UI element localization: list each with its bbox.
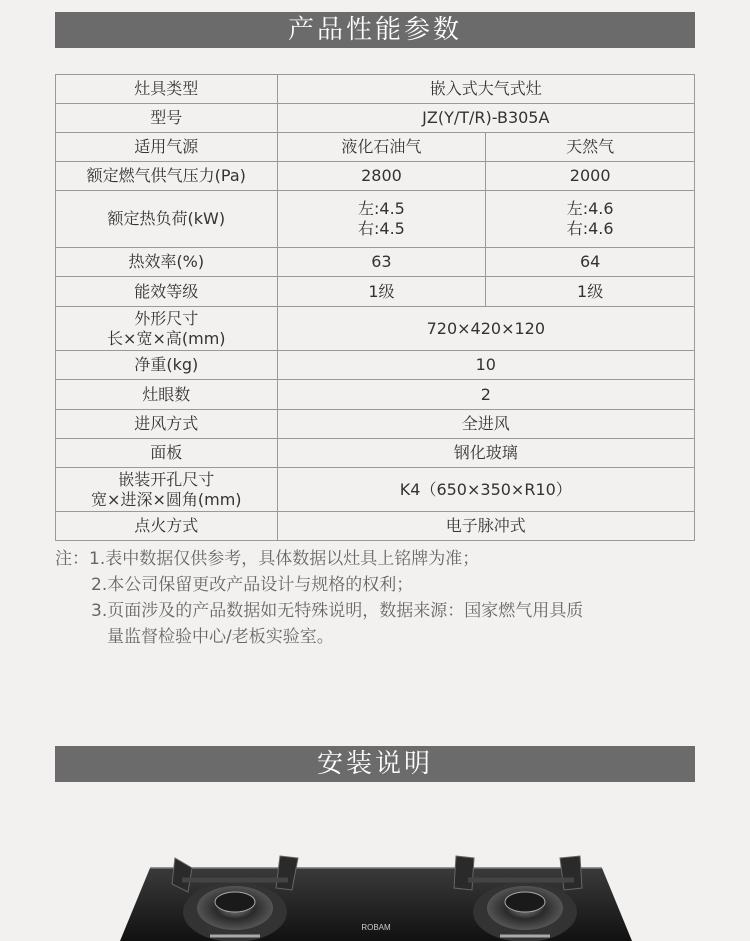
table-row <box>56 277 695 307</box>
table-row <box>56 191 695 248</box>
row-value: 10 <box>277 351 694 380</box>
row-label-line: 长×宽×高(mm) <box>107 328 226 348</box>
row-value: 电子脉冲式 <box>277 512 694 541</box>
spec-section-title: 产品性能参数 <box>55 12 695 48</box>
footnote-3: 3.页面涉及的产品数据如无特殊说明，数据来源：国家燃气用具质 <box>91 601 584 621</box>
spec-table <box>55 74 695 541</box>
table-row <box>56 410 695 439</box>
table-row <box>56 248 695 277</box>
row-label: 型号 <box>56 104 278 133</box>
row-label: 净重(kg) <box>56 351 278 380</box>
row-value-lpg <box>277 191 486 248</box>
row-value-ng: 2000 <box>486 162 695 191</box>
footnote-1: 注：1.表中数据仅供参考，具体数据以灶具上铭牌为准； <box>55 549 480 569</box>
row-label-line: 嵌装开孔尺寸 <box>118 469 215 489</box>
row-value-lpg: 2800 <box>277 162 486 191</box>
table-row <box>56 380 695 410</box>
row-label: 点火方式 <box>56 512 278 541</box>
row-label <box>56 307 278 351</box>
row-label: 面板 <box>56 439 278 468</box>
row-label: 额定热负荷(kW) <box>56 191 278 248</box>
brand-logo: ROBAM <box>361 923 391 932</box>
row-value: 2 <box>277 380 694 410</box>
footnotes <box>55 546 705 650</box>
install-section-title: 安装说明 <box>55 746 695 782</box>
left-burner-value: 左:4.6 <box>566 199 614 218</box>
table-row <box>56 133 695 162</box>
table-row <box>56 162 695 191</box>
row-label: 适用气源 <box>56 133 278 162</box>
row-value-ng: 1级 <box>486 277 695 307</box>
row-value: 全进风 <box>277 410 694 439</box>
row-value: 嵌入式大气式灶 <box>277 75 694 104</box>
row-value: 720×420×120 <box>277 307 694 351</box>
row-value-ng: 天然气 <box>486 133 695 162</box>
row-label: 热效率(%) <box>56 248 278 277</box>
left-burner-value: 左:4.5 <box>358 199 405 218</box>
gas-stove-image <box>120 850 632 941</box>
right-burner-value: 右:4.6 <box>566 219 614 238</box>
row-value-lpg: 63 <box>277 248 486 277</box>
row-label-line: 外形尺寸 <box>134 308 199 328</box>
row-label: 灶眼数 <box>56 380 278 410</box>
row-value-ng: 64 <box>486 248 695 277</box>
table-row <box>56 75 695 104</box>
table-row <box>56 104 695 133</box>
table-row <box>56 307 695 351</box>
row-label: 额定燃气供气压力(Pa) <box>56 162 278 191</box>
row-value-lpg: 液化石油气 <box>277 133 486 162</box>
footnote-2: 2.本公司保留更改产品设计与规格的权利； <box>91 575 414 595</box>
row-value-ng <box>486 191 695 248</box>
row-label: 能效等级 <box>56 277 278 307</box>
row-value: 钢化玻璃 <box>277 439 694 468</box>
row-label-line: 宽×进深×圆角(mm) <box>91 489 242 509</box>
row-value: JZ(Y/T/R)-B305A <box>277 104 694 133</box>
table-row <box>56 468 695 512</box>
table-row <box>56 439 695 468</box>
right-burner-value: 右:4.5 <box>358 219 405 238</box>
table-row <box>56 351 695 380</box>
row-value-lpg: 1级 <box>277 277 486 307</box>
table-row <box>56 512 695 541</box>
row-label: 进风方式 <box>56 410 278 439</box>
row-label <box>56 468 278 512</box>
row-label: 灶具类型 <box>56 75 278 104</box>
footnote-3-continued: 量监督检验中心/老板实验室。 <box>107 627 334 647</box>
row-value: K4（650×350×R10） <box>277 468 694 512</box>
